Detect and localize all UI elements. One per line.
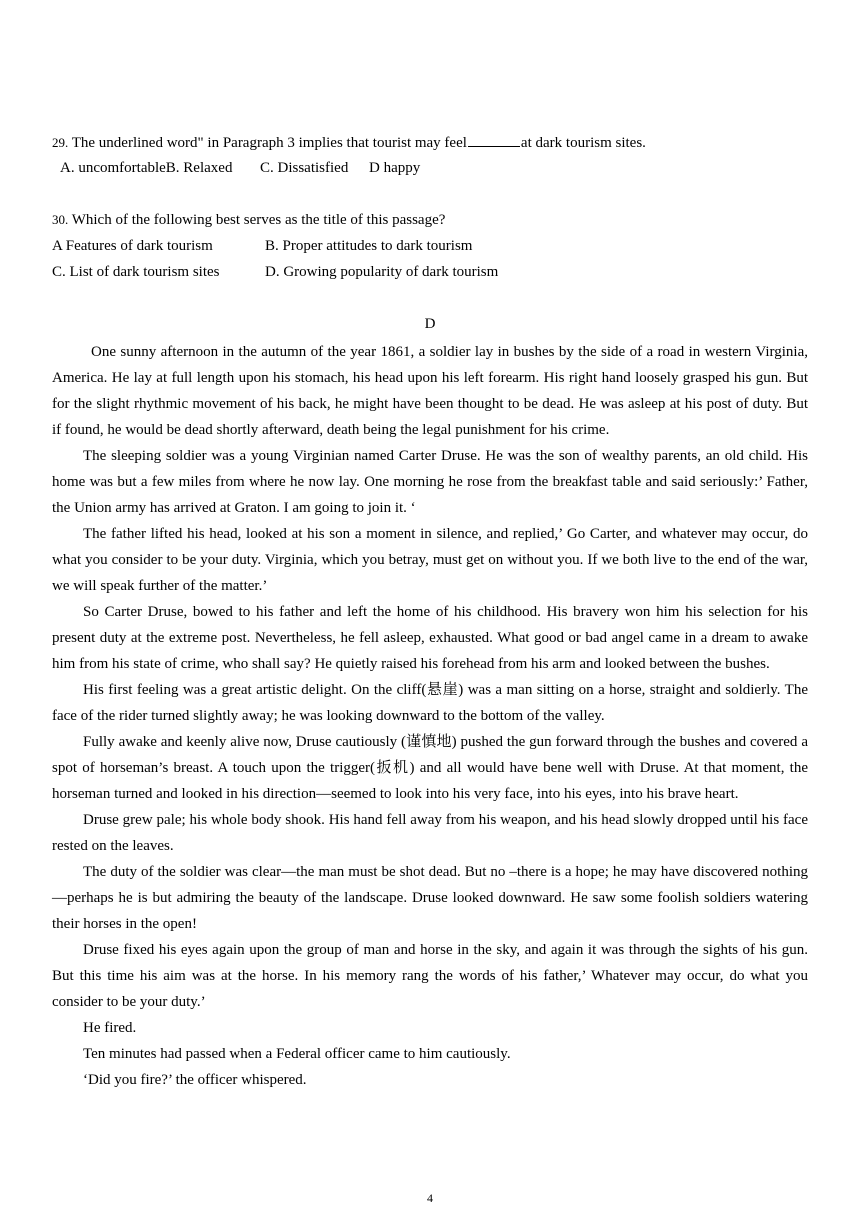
answer-blank — [468, 132, 520, 147]
question-29-options — [60, 158, 760, 178]
option-d: D happy — [369, 160, 421, 176]
question-30-options-row-2 — [52, 262, 752, 282]
option-b: B. Proper attitudes to dark tourism — [265, 238, 473, 254]
question-29-stem — [52, 132, 646, 153]
page-number: 4 — [427, 1191, 433, 1205]
question-text: The underlined word" in Paragraph 3 implies that tourist may feel — [68, 135, 467, 151]
passage-paragraph: Fully awake and keenly alive now, Druse cautiously (谨慎地) pushed the gun forward through the bushes and covered a spot of horseman’s breast. A touch upon the trigger(扳机) and all would have bene well with Druse. At that moment, the horseman turned and looked in his direction—seemed to look into his very face, into his eyes, into his brave heart. — [52, 734, 808, 802]
section-heading: D — [424, 316, 436, 332]
option-a-b: A. uncomfortableB. Relaxed — [60, 160, 233, 176]
passage-paragraph: Druse fixed his eyes again upon the group of man and horse in the sky, and again it was through the sights of his gun. But this time his aim was at the horse. In his memory rang the words of his father,’ Whatever may occur, do what you consider to be your duty.’ — [52, 942, 808, 1010]
question-30-stem — [52, 210, 445, 230]
passage-paragraph: Ten minutes had passed when a Federal officer came to him cautiously. — [83, 1046, 511, 1062]
passage-paragraph: One sunny afternoon in the autumn of the year 1861, a soldier lay in bushes by the side of a road in western Virginia, America. He lay at full length upon his stomach, his head upon his left forearm. His right hand loosely grasped his gun. But for the slight rhythmic movement of his back, he might have been thought to be dead. He was asleep at his post of duty. But if found, he would be dead shortly afterward, death being the legal punishment for his crime. — [52, 344, 808, 438]
option-c: C. Dissatisfied — [260, 160, 349, 176]
question-text: Which of the following best serves as the title of this passage? — [68, 212, 446, 228]
passage-paragraph: His first feeling was a great artistic delight. On the cliff(悬崖) was a man sitting on a horse, straight and soldierly. The face of the rider turned slightly away; he was looking downward to the bottom of the valley. — [52, 682, 808, 724]
passage-paragraph: He fired. — [83, 1020, 137, 1036]
passage-paragraph: The sleeping soldier was a young Virginian named Carter Druse. He was the son of wealthy parents, an old child. His home was but a few miles from where he now lay. One morning he rose from the breakfast table and said seriously:’ Father, the Union army has arrived at Graton. I am going to join it. ‘ — [52, 448, 808, 516]
option-a: A Features of dark tourism — [52, 238, 213, 254]
question-number: 29. — [52, 135, 69, 150]
question-text-continued: at dark tourism sites. — [520, 135, 646, 151]
option-c: C. List of dark tourism sites — [52, 264, 220, 280]
passage-paragraph: The father lifted his head, looked at his son a moment in silence, and replied,’ Go Carter, and whatever may occur, do what you consider to be your duty. Virginia, which you betray, must get on without you. If we both live to the end of the war, we will speak further of the matter.’ — [52, 526, 808, 594]
option-d: D. Growing popularity of dark tourism — [265, 264, 499, 280]
passage-paragraph: Druse grew pale; his whole body shook. His hand fell away from his weapon, and his head slowly dropped until his face rested on the leaves. — [52, 812, 808, 854]
passage-paragraph: So Carter Druse, bowed to his father and left the home of his childhood. His bravery won him his selection for his present duty at the extreme post. Nevertheless, he fell asleep, exhausted. What good or bad angel came in a dream to awake him from his state of crime, who shall say? He quietly raised his forehead from his arm and looked between the bushes. — [52, 604, 808, 672]
question-30-options-row-1 — [52, 236, 752, 256]
question-number: 30. — [52, 212, 69, 227]
reading-passage — [52, 339, 808, 1093]
passage-paragraph: The duty of the soldier was clear—the man must be shot dead. But no –there is a hope; he may have discovered nothing—perhaps he is but admiring the beauty of the landscape. Druse looked downward. He saw some foolish soldiers watering their horses in the open! — [52, 864, 808, 932]
passage-paragraph: ‘Did you fire?’ the officer whispered. — [83, 1072, 307, 1088]
